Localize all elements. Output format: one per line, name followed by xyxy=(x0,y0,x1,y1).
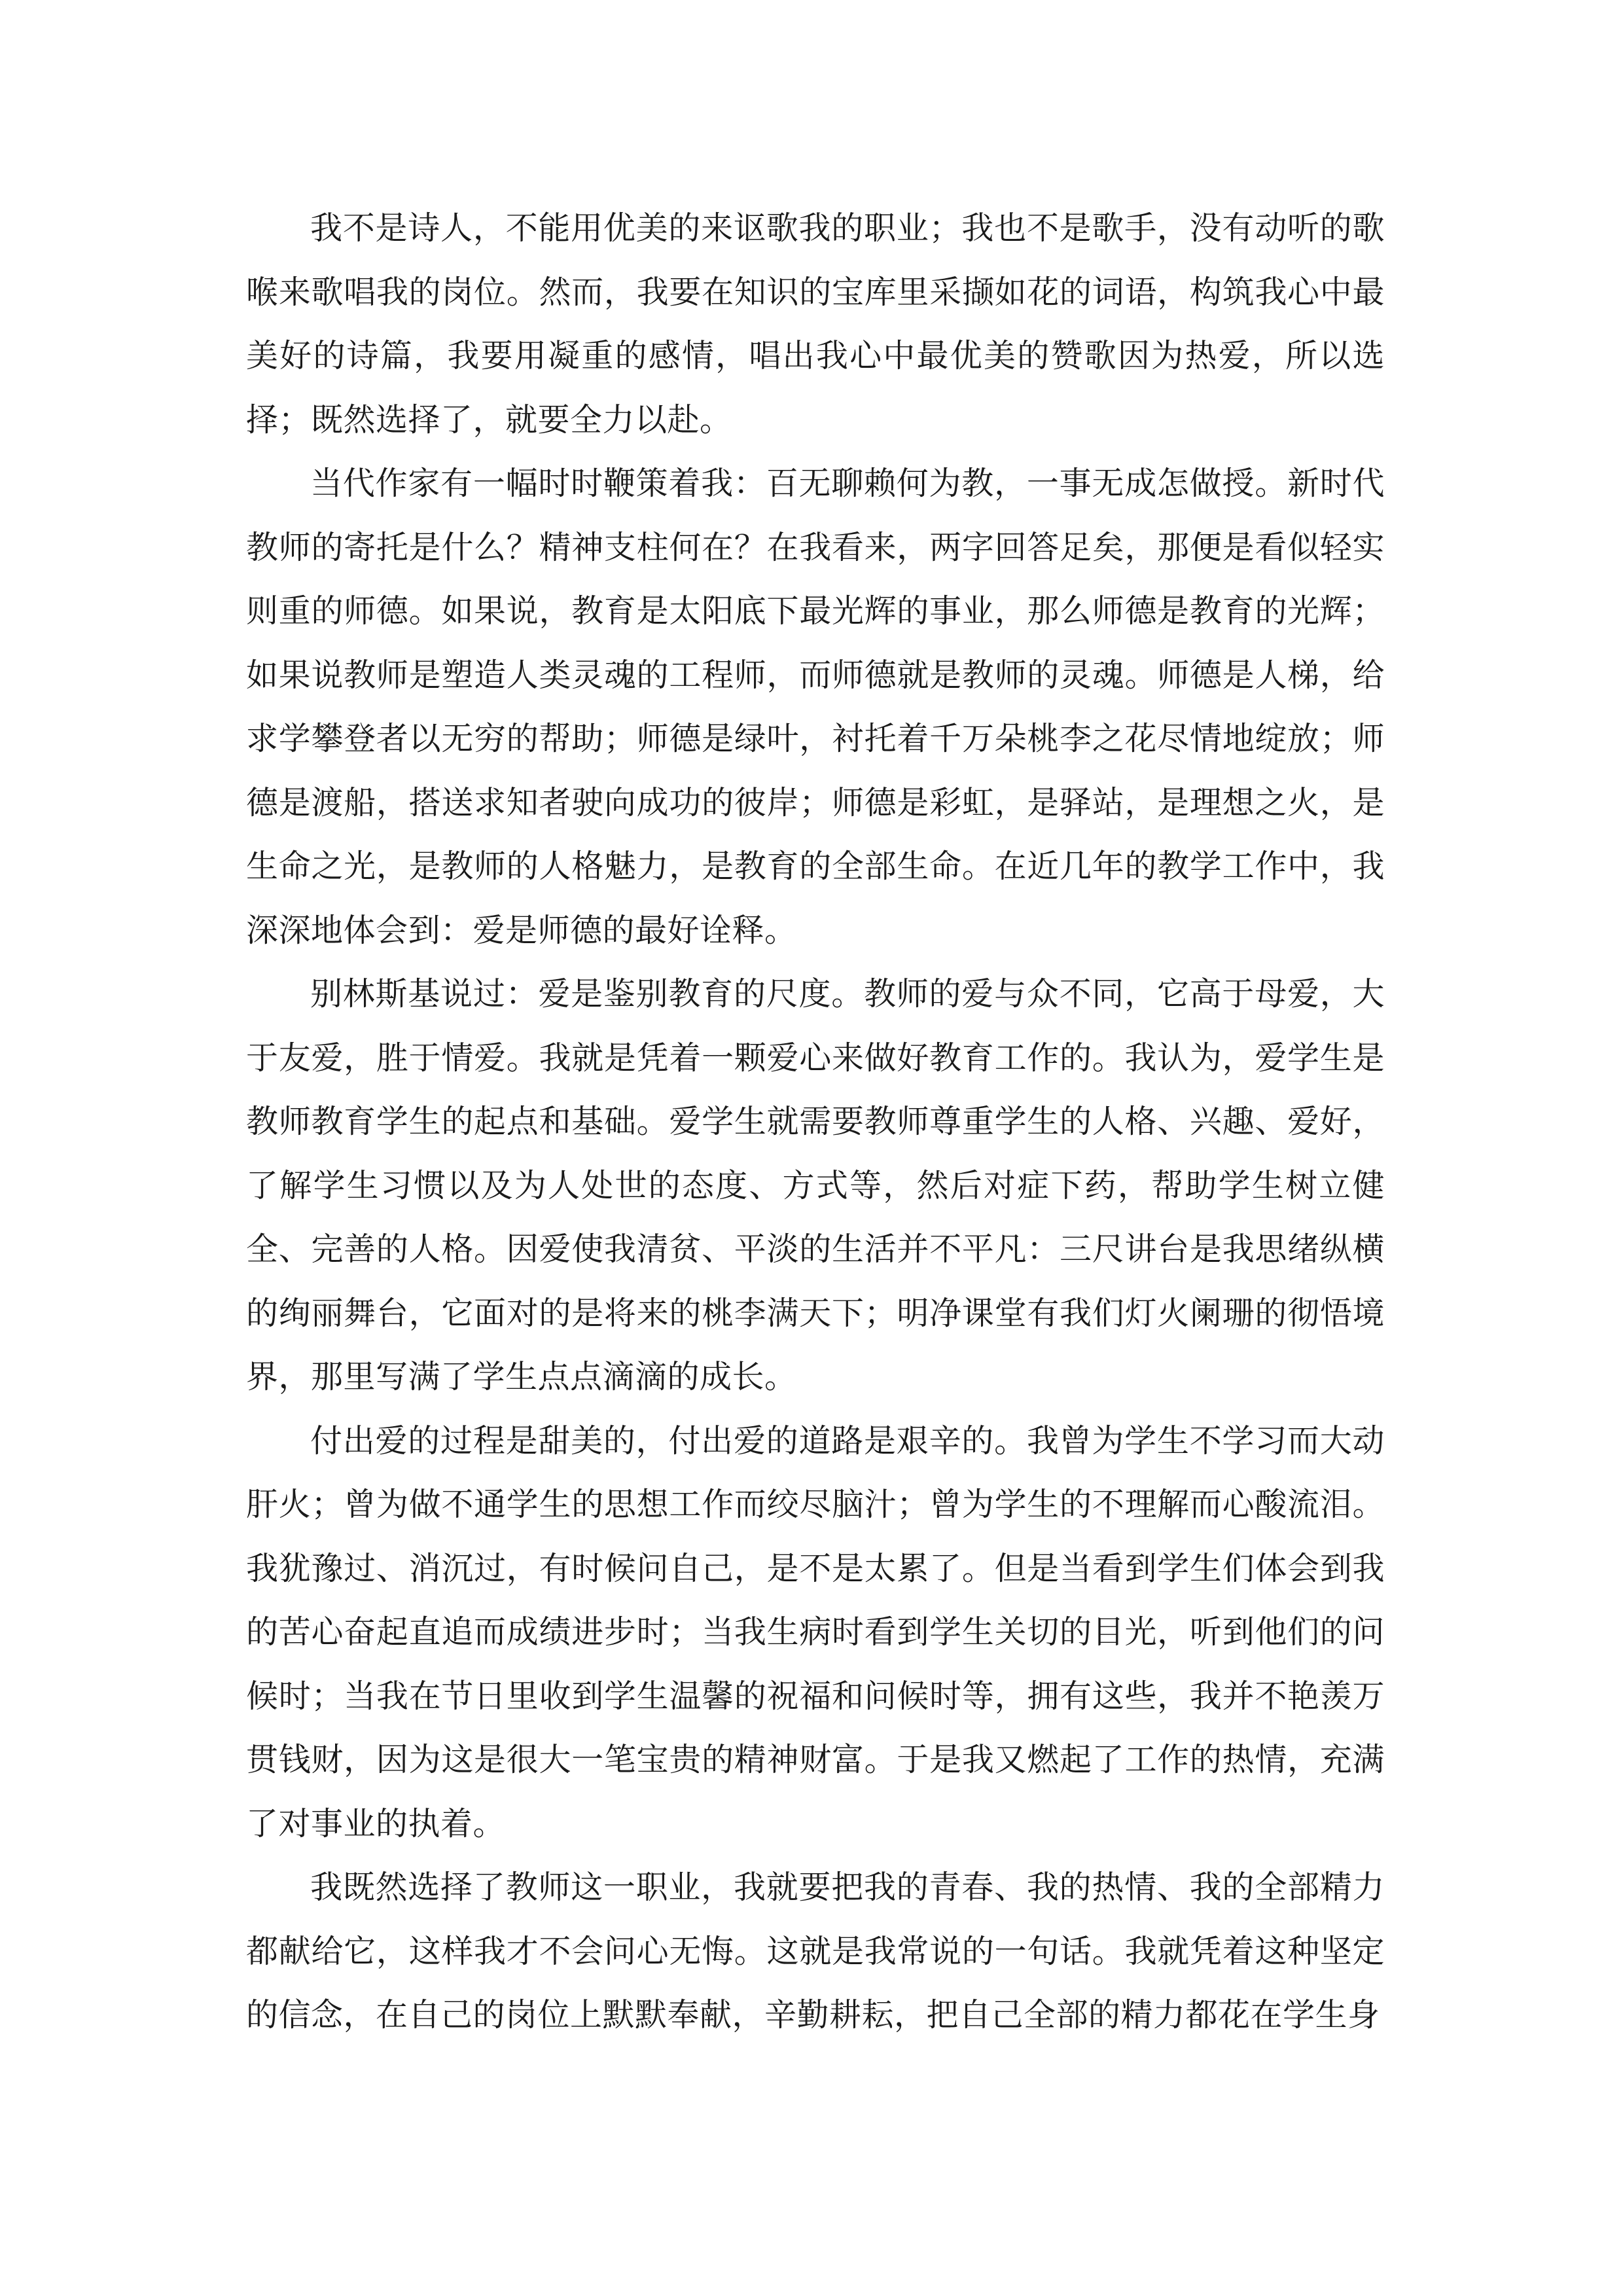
paragraph-1: 我不是诗人，不能用优美的来讴歌我的职业；我也不是歌手，没有动听的歌喉来歌唱我的岗位。然而，我要在知识的宝库里采撷如花的词语，构筑我心中最美好的诗篇，我要用凝重的感情，唱出我心中最优美的赞歌因为热爱，所以选择；既然选择了，就要全力以赴。 xyxy=(246,209,1385,439)
body-text xyxy=(246,196,1385,2047)
paragraph-5: 我既然选择了教师这一职业，我就要把我的青春、我的热情、我的全部精力都献给它，这样我才不会问心无悔。这就是我常说的一句话。我就凭着这种坚定的信念，在自己的岗位上默默奉献，辛勤耕耘，把自己全部的精力都花在学生身 xyxy=(246,1869,1385,2034)
paragraph-2: 当代作家有一幅时时鞭策着我：百无聊赖何为教，一事无成怎做授。新时代教师的寄托是什么？精神支柱何在？在我看来，两字回答足矣，那便是看似轻实则重的师德。如果说，教育是太阳底下最光辉的事业，那么师德是教育的光辉；如果说教师是塑造人类灵魂的工程师，而师德就是教师的灵魂。师德是人梯，给求学攀登者以无穷的帮助；师德是绿叶，衬托着千万朵桃李之花尽情地绽放；师德是渡船，搭送求知者驶向成功的彼岸；师德是彩虹，是驿站，是理想之火，是生命之光，是教师的人格魅力，是教育的全部生命。在近几年的教学工作中，我深深地体会到：爱是师德的最好诠释。 xyxy=(246,465,1385,949)
paragraph-4: 付出爱的过程是甜美的，付出爱的道路是艰辛的。我曾为学生不学习而大动肝火；曾为做不通学生的思想工作而绞尽脑汁；曾为学生的不理解而心酸流泪。我犹豫过、消沉过，有时候问自己，是不是太累了。但是当看到学生们体会到我的苦心奋起直追而成绩进步时；当我生病时看到学生关切的目光，听到他们的问候时；当我在节日里收到学生温馨的祝福和问候时等，拥有这些，我并不艳羡万贯钱财，因为这是很大一笔宝贵的精神财富。于是我又燃起了工作的热情，充满了对事业的执着。 xyxy=(246,1422,1385,1842)
paragraph-3: 别林斯基说过：爱是鉴别教育的尺度。教师的爱与众不同，它高于母爱，大于友爱，胜于情爱。我就是凭着一颗爱心来做好教育工作的。我认为，爱学生是教师教育学生的起点和基础。爱学生就需要教师尊重学生的人格、兴趣、爱好，了解学生习惯以及为人处世的态度、方式等，然后对症下药，帮助学生树立健全、完善的人格。因爱使我清贫、平淡的生活并不平凡：三尺讲台是我思绪纵横的绚丽舞台，它面对的是将来的桃李满天下；明净课堂有我们灯火阑珊的彻悟境界，那里写满了学生点点滴滴的成长。 xyxy=(246,975,1385,1395)
